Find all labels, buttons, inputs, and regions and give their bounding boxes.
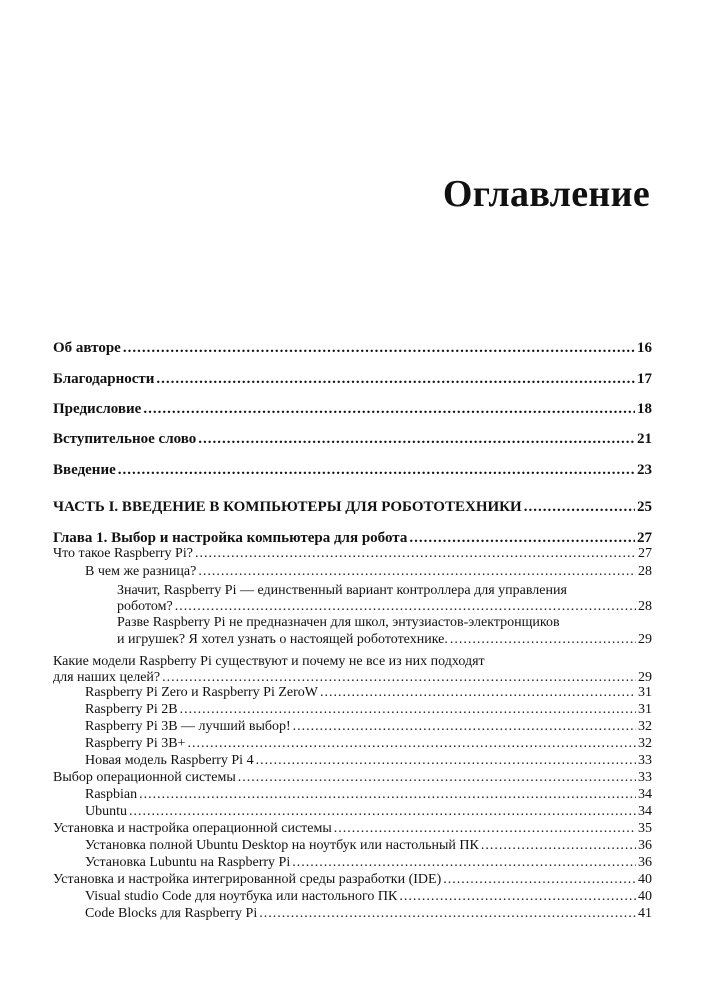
dot-leader <box>259 906 636 922</box>
dot-leader <box>162 670 636 686</box>
toc-page-number: 40 <box>638 872 652 887</box>
toc-entry-text: В чем же разница? <box>85 564 197 579</box>
toc-page-number: 18 <box>637 401 652 417</box>
toc-entry-text: Новая модель Raspberry Pi 4 <box>85 753 254 768</box>
toc-entry[interactable] <box>53 872 652 888</box>
dot-leader <box>123 339 635 357</box>
dot-leader <box>293 719 636 735</box>
toc-page-number: 17 <box>637 371 652 387</box>
page-title: Оглавление <box>442 173 650 215</box>
toc-entry[interactable] <box>85 906 652 922</box>
toc-entry[interactable] <box>53 670 652 686</box>
toc-entry[interactable] <box>85 753 652 769</box>
toc-entry[interactable] <box>85 855 652 871</box>
dot-leader <box>320 685 636 701</box>
toc-entry[interactable] <box>85 702 652 718</box>
toc-page-number: 23 <box>637 462 652 478</box>
dot-leader <box>399 889 636 905</box>
toc-entry[interactable] <box>53 400 652 418</box>
toc-entry[interactable] <box>85 804 652 820</box>
dot-leader <box>143 400 635 418</box>
dot-leader <box>238 770 636 786</box>
toc-entry-text: Code Blocks для Raspberry Pi <box>85 906 258 921</box>
toc-page-number: 31 <box>638 702 652 717</box>
toc-entry-text: Установка и настройка операционной системы <box>53 821 332 836</box>
dot-leader <box>187 736 636 752</box>
dot-leader <box>409 529 635 547</box>
toc-page-number: 16 <box>637 340 652 356</box>
toc-entry[interactable] <box>53 546 652 562</box>
toc-entry-text: Вступительное слово <box>53 431 197 447</box>
toc-page-number: 34 <box>638 804 652 819</box>
toc-entry-text: Raspberry Pi 3B+ <box>85 736 186 751</box>
toc-page-number: 33 <box>638 753 652 768</box>
toc-entry-text: Установка полной Ubuntu Desktop на ноутбук или настольный ПК <box>85 838 479 853</box>
toc-page-number: 32 <box>638 719 652 734</box>
toc-entry-text: ЧАСТЬ I. ВВЕДЕНИЕ В КОМПЬЮТЕРЫ ДЛЯ РОБОТОТЕХНИКИ <box>53 499 522 515</box>
toc-entry[interactable] <box>53 370 652 388</box>
toc-entry-text: Raspberry Pi Zero и Raspberry Pi ZeroW <box>85 685 318 700</box>
toc-entry-text: Какие модели Raspberry Pi существуют и почему не все из них подходят <box>53 654 485 669</box>
toc-entry[interactable] <box>85 787 652 803</box>
dot-leader <box>292 855 636 871</box>
toc-page-number: 40 <box>638 889 652 904</box>
toc-entry-text: Raspberry Pi 3B — лучший выбор! <box>85 719 291 734</box>
dot-leader <box>334 821 636 837</box>
dot-leader <box>156 370 635 388</box>
toc-page-number: 34 <box>638 787 652 802</box>
toc-page-number: 21 <box>637 431 652 447</box>
toc-entry[interactable] <box>85 736 652 752</box>
dot-leader <box>450 632 636 648</box>
toc-entry-text: Разве Raspberry Pi не предназначен для школ, энтузиастов-электронщиков <box>117 615 560 630</box>
toc-page-number: 29 <box>638 632 652 647</box>
toc-page-number: 25 <box>637 499 652 515</box>
toc-page-number: 35 <box>638 821 652 836</box>
toc-page-number: 27 <box>637 530 652 546</box>
toc-entry-text: Глава 1. Выбор и настройка компьютера для робота <box>53 530 408 546</box>
toc-entry-text: Об авторе <box>53 340 121 356</box>
dot-leader <box>198 430 635 448</box>
toc-page-number: 32 <box>638 736 652 751</box>
dot-leader <box>175 599 636 615</box>
toc-entry[interactable] <box>85 564 652 580</box>
dot-leader <box>129 804 636 820</box>
toc-entry[interactable] <box>53 770 652 786</box>
toc-entry-text: Предисловие <box>53 401 142 417</box>
toc-entry[interactable] <box>85 838 652 854</box>
toc-entry-text: Raspbian <box>85 787 138 802</box>
toc-page-number: 33 <box>638 770 652 785</box>
toc-page-number: 41 <box>638 906 652 921</box>
dot-leader <box>180 702 636 718</box>
toc-entry-text: Благодарности <box>53 371 155 387</box>
dot-leader <box>195 546 636 562</box>
toc-entry-text: Visual studio Code для ноутбука или настольного ПК <box>85 889 398 904</box>
dot-leader <box>139 787 636 803</box>
dot-leader <box>256 753 636 769</box>
toc-page-number: 28 <box>638 599 652 614</box>
toc-entry-text: для наших целей? <box>53 670 161 685</box>
toc-entry-text: Установка и настройка интегрированной среды разработки (IDE) <box>53 872 442 887</box>
toc-page-number: 27 <box>638 546 652 561</box>
toc-page-number: 31 <box>638 685 652 700</box>
toc-entry-text: Введение <box>53 462 116 478</box>
toc-entry[interactable] <box>53 529 652 547</box>
dot-leader <box>524 498 635 516</box>
toc-page-number: 36 <box>638 838 652 853</box>
toc-page-number: 28 <box>638 564 652 579</box>
dot-leader <box>118 461 635 479</box>
toc-entry-text: и игрушек? Я хотел узнать о настоящей робототехнике. <box>117 632 448 647</box>
toc-entry[interactable] <box>117 632 652 648</box>
toc-entry[interactable] <box>85 719 652 735</box>
toc-entry-text: роботом? <box>117 599 173 614</box>
toc-entry-text: Значит, Raspberry Pi — единственный вариант контроллера для управления <box>117 583 567 598</box>
toc-entry-text: Что такое Raspberry Pi? <box>53 546 193 561</box>
toc-entry[interactable] <box>85 685 652 701</box>
toc-entry[interactable] <box>53 461 652 479</box>
dot-leader <box>481 838 636 854</box>
toc-page-number: 29 <box>638 670 652 685</box>
toc-entry[interactable] <box>53 821 652 837</box>
dot-leader <box>443 872 636 888</box>
toc-entry[interactable] <box>53 339 652 357</box>
toc-entry-text: Установка Lubuntu на Raspberry Pi <box>85 855 291 870</box>
toc-entry[interactable] <box>117 599 652 615</box>
toc-entry-text: Выбор операционной системы <box>53 770 236 785</box>
toc-entry[interactable] <box>53 498 652 516</box>
toc-entry-text: Ubuntu <box>85 804 127 819</box>
toc-page-number: 36 <box>638 855 652 870</box>
toc-entry[interactable] <box>85 889 652 905</box>
toc-entry[interactable] <box>53 430 652 448</box>
toc-entry-text: Raspberry Pi 2B <box>85 702 178 717</box>
dot-leader <box>198 564 636 580</box>
